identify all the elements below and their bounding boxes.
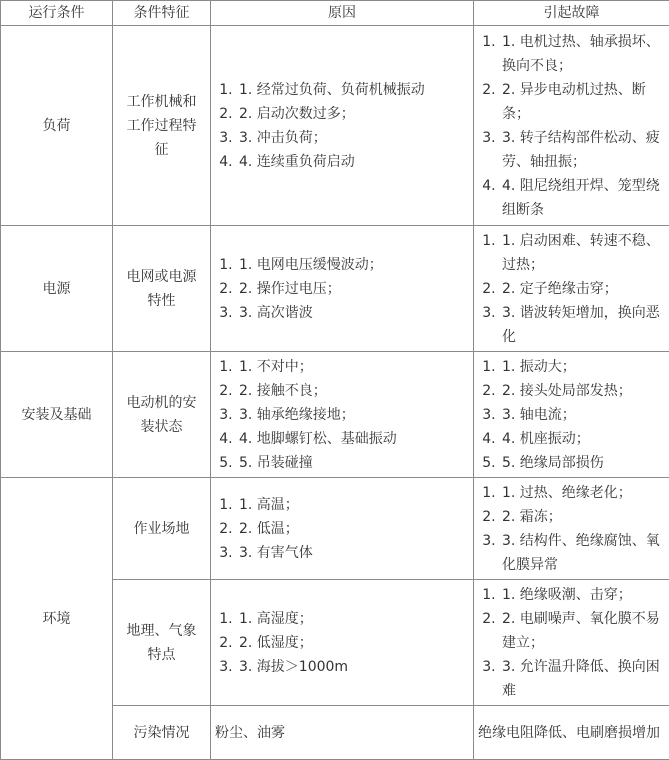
list-item: 3. 3. 结构件、绝缘腐蚀、氧化膜异常 — [500, 529, 663, 577]
list-item: 1. 1. 经常过负荷、负荷机械振动 — [237, 78, 467, 102]
list-item: 1. 1. 电机过热、轴承损坏、换向不良； — [500, 30, 663, 78]
cause-cell — [211, 226, 474, 352]
list-item: 2. 2. 低湿度； — [237, 631, 467, 655]
list-item: 3. 3. 有害气体 — [237, 541, 467, 565]
cause-cell — [211, 352, 474, 478]
table-row — [1, 26, 669, 226]
fault-list — [474, 583, 663, 703]
list-item: 5. 5. 绝缘局部损伤 — [500, 451, 663, 475]
feature-cell: 工作机械和工作过程特征 — [113, 26, 211, 226]
list-item: 3. 3. 轴电流； — [500, 403, 663, 427]
condition-cell: 环境 — [1, 478, 113, 760]
list-item: 3. 3. 谐波转矩增加，换向恶化 — [500, 301, 663, 349]
fault-cell — [474, 226, 669, 352]
list-item: 3. 3. 冲击负荷； — [237, 126, 467, 150]
condition-cell: 负荷 — [1, 26, 113, 226]
header-feature: 条件特征 — [113, 1, 211, 26]
cause-list — [211, 355, 467, 475]
fault-list — [474, 229, 663, 349]
list-item: 2. 2. 操作过电压； — [237, 277, 467, 301]
header-fault: 引起故障 — [474, 1, 669, 26]
list-item: 5. 5. 吊装碰撞 — [237, 451, 467, 475]
feature-cell: 电网或电源特性 — [113, 226, 211, 352]
list-item: 3. 3. 允许温升降低、换向困难 — [500, 655, 663, 703]
list-item: 4. 4. 地脚螺钉松、基础振动 — [237, 427, 467, 451]
list-item: 1. 1. 绝缘吸潮、击穿； — [500, 583, 663, 607]
feature-cell: 电动机的安装状态 — [113, 352, 211, 478]
fault-cell: 绝缘电阻降低、电刷磨损增加 — [474, 706, 669, 760]
cause-cell — [211, 580, 474, 706]
list-item: 2. 2. 异步电动机过热、断条； — [500, 78, 663, 126]
fault-cell — [474, 580, 669, 706]
table-row — [1, 226, 669, 352]
header-cause: 原因 — [211, 1, 474, 26]
list-item: 4. 4. 连续重负荷启动 — [237, 150, 467, 174]
list-item: 3. 3. 高次谐波 — [237, 301, 467, 325]
fault-list — [474, 355, 663, 475]
condition-cell: 安装及基础 — [1, 352, 113, 478]
fault-cell — [474, 478, 669, 580]
header-condition: 运行条件 — [1, 1, 113, 26]
list-item: 2. 2. 启动次数过多； — [237, 102, 467, 126]
fault-cell — [474, 26, 669, 226]
list-item: 1. 1. 过热、绝缘老化； — [500, 481, 663, 505]
feature-cell: 地理、气象特点 — [113, 580, 211, 706]
condition-cell: 电源 — [1, 226, 113, 352]
table-row — [1, 352, 669, 478]
cause-cell: 粉尘、油雾 — [211, 706, 474, 760]
cause-list — [211, 493, 467, 565]
list-item: 1. 1. 启动困难、转速不稳、过热； — [500, 229, 663, 277]
list-item: 3. 3. 海拔＞1000m — [237, 655, 467, 679]
table-header-row — [1, 1, 669, 26]
feature-cell: 污染情况 — [113, 706, 211, 760]
list-item: 1. 1. 高湿度； — [237, 607, 467, 631]
cause-list — [211, 607, 467, 679]
list-item: 2. 2. 定子绝缘击穿； — [500, 277, 663, 301]
list-item: 3. 3. 轴承绝缘接地； — [237, 403, 467, 427]
fault-cell — [474, 352, 669, 478]
list-item: 1. 1. 电网电压缓慢波动； — [237, 253, 467, 277]
list-item: 2. 2. 接触不良； — [237, 379, 467, 403]
list-item: 1. 1. 振动大； — [500, 355, 663, 379]
list-item: 4. 4. 机座振动； — [500, 427, 663, 451]
fault-list — [474, 481, 663, 577]
list-item: 1. 1. 高温； — [237, 493, 467, 517]
list-item: 3. 3. 转子结构部件松动、疲劳、轴扭振； — [500, 126, 663, 174]
cause-list — [211, 78, 467, 174]
list-item: 2. 2. 接头处局部发热； — [500, 379, 663, 403]
list-item: 4. 4. 阻尼绕组开焊、笼型绕组断条 — [500, 174, 663, 222]
feature-cell: 作业场地 — [113, 478, 211, 580]
list-item: 1. 1. 不对中； — [237, 355, 467, 379]
list-item: 2. 2. 低温； — [237, 517, 467, 541]
cause-list — [211, 253, 467, 325]
list-item: 2. 2. 霜冻； — [500, 505, 663, 529]
cause-cell — [211, 478, 474, 580]
list-item: 2. 2. 电刷噪声、氧化膜不易建立； — [500, 607, 663, 655]
table-row — [1, 478, 669, 580]
fault-list — [474, 30, 663, 222]
cause-cell — [211, 26, 474, 226]
